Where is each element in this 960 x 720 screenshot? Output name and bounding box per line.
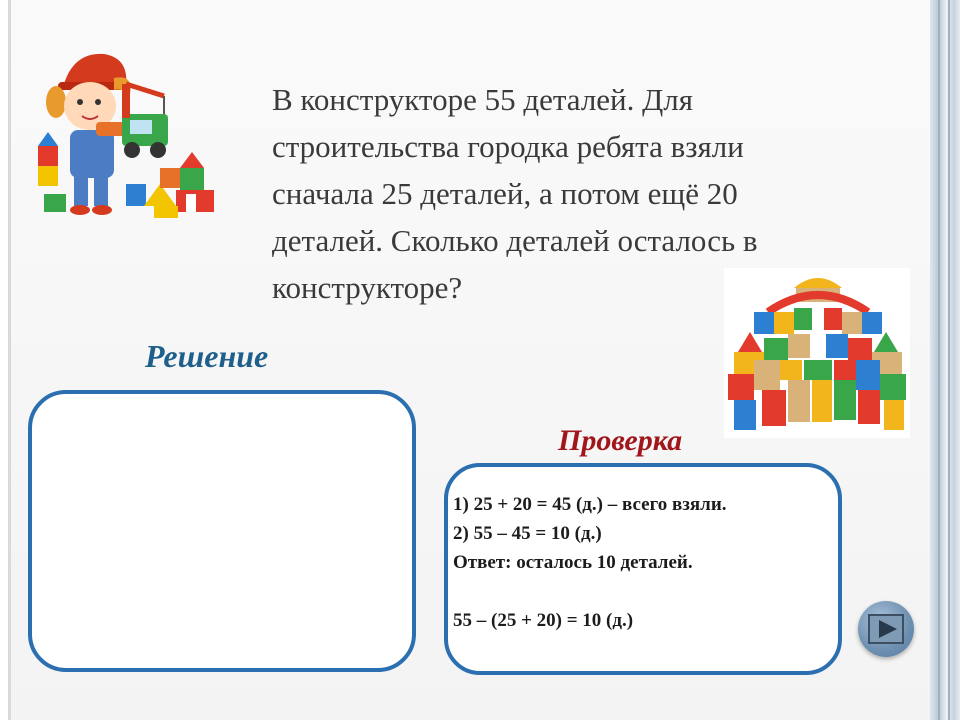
right-decorative-rail — [930, 0, 960, 720]
problem-line-1: В конструкторе 55 деталей. Для — [272, 82, 694, 117]
play-triangle-icon — [867, 606, 907, 652]
check-content — [453, 490, 853, 635]
check-step-2: 2) 55 – 45 = 10 (д.) — [453, 523, 602, 544]
girl-with-toy-crane-illustration — [34, 44, 224, 229]
toy-block-castle-illustration — [724, 268, 910, 438]
check-step-1: 1) 25 + 20 = 45 (д.) – всего взяли. — [453, 494, 727, 515]
problem-line-5: конструкторе? — [272, 270, 463, 305]
problem-line-3: сначала 25 деталей, а потом ещё 20 — [272, 176, 738, 211]
problem-line-2: строительства городка ребята взяли — [272, 129, 744, 164]
check-answer: Ответ: осталось 10 деталей. — [453, 552, 693, 573]
check-spacer — [453, 577, 853, 606]
solution-answer-box[interactable] — [28, 390, 416, 672]
solution-title: Решение — [145, 338, 269, 374]
check-expression: 55 – (25 + 20) = 10 (д.) — [453, 610, 634, 631]
next-slide-button[interactable] — [858, 601, 914, 657]
check-title: Проверка — [558, 424, 683, 457]
problem-line-4: деталей. Сколько деталей осталось в — [272, 223, 758, 258]
